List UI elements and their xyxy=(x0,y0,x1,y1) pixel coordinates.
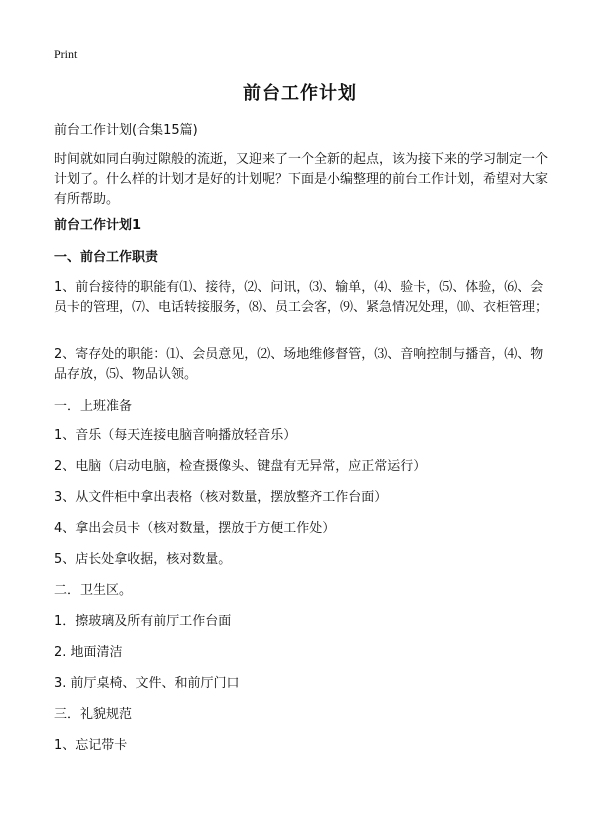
etiquette-item-1: 1、忘记带卡 xyxy=(54,738,128,753)
hygiene-item-3: 3. 前厅桌椅、文件、和前厅门口 xyxy=(54,676,240,691)
prep-item-2: 2、电脑（启动电脑，检查摄像头、键盘有无异常，应正常运行） xyxy=(54,459,427,474)
section1-heading: 一、前台工作职责 xyxy=(54,250,159,265)
prep-item-1: 1、音乐（每天连接电脑音响播放轻音乐） xyxy=(54,428,297,443)
prep-item-3: 3、从文件柜中拿出表格（核对数量，摆放整齐工作台面） xyxy=(54,490,388,505)
page-title: 前台工作计划 xyxy=(243,83,357,104)
plan1-heading: 前台工作计划1 xyxy=(54,218,142,233)
document-subtitle: 前台工作计划(合集15篇) xyxy=(54,123,198,138)
prep-item-4: 4、拿出会员卡（核对数量，摆放于方便工作处） xyxy=(54,521,336,536)
print-label: Print xyxy=(54,47,78,61)
prep-item-5: 5、店长处拿收据，核对数量。 xyxy=(54,552,232,567)
hygiene-item-2: 2. 地面清洁 xyxy=(54,645,123,660)
hygiene-item-1: 1．擦玻璃及所有前厅工作台面 xyxy=(54,614,232,629)
front-desk-duties-paragraph: 1、前台接待的职能有⑴、接待，⑵、问讯，⑶、输单，⑷、验卡，⑸、体验，⑹、会员卡的管理，⑺、电话转接服务，⑻、员工会客，⑼、紧急情况处理，⑽、衣柜管理； xyxy=(54,280,549,315)
intro-paragraph: 时间就如同白驹过隙般的流逝，又迎来了一个全新的起点，该为接下来的学习制定一个计划了。什么样的计划才是好的计划呢？下面是小编整理的前台工作计划，希望对大家有所帮助。 xyxy=(54,152,549,207)
etiquette-heading: 三．礼貌规范 xyxy=(54,707,133,722)
hygiene-heading: 二．卫生区。 xyxy=(54,583,133,598)
prep-heading: 一．上班准备 xyxy=(54,399,133,414)
storage-duties-paragraph: 2、寄存处的职能：⑴、会员意见，⑵、场地维修督管，⑶、音响控制与播音，⑷、物品存放，⑸、物品认领。 xyxy=(54,347,544,382)
